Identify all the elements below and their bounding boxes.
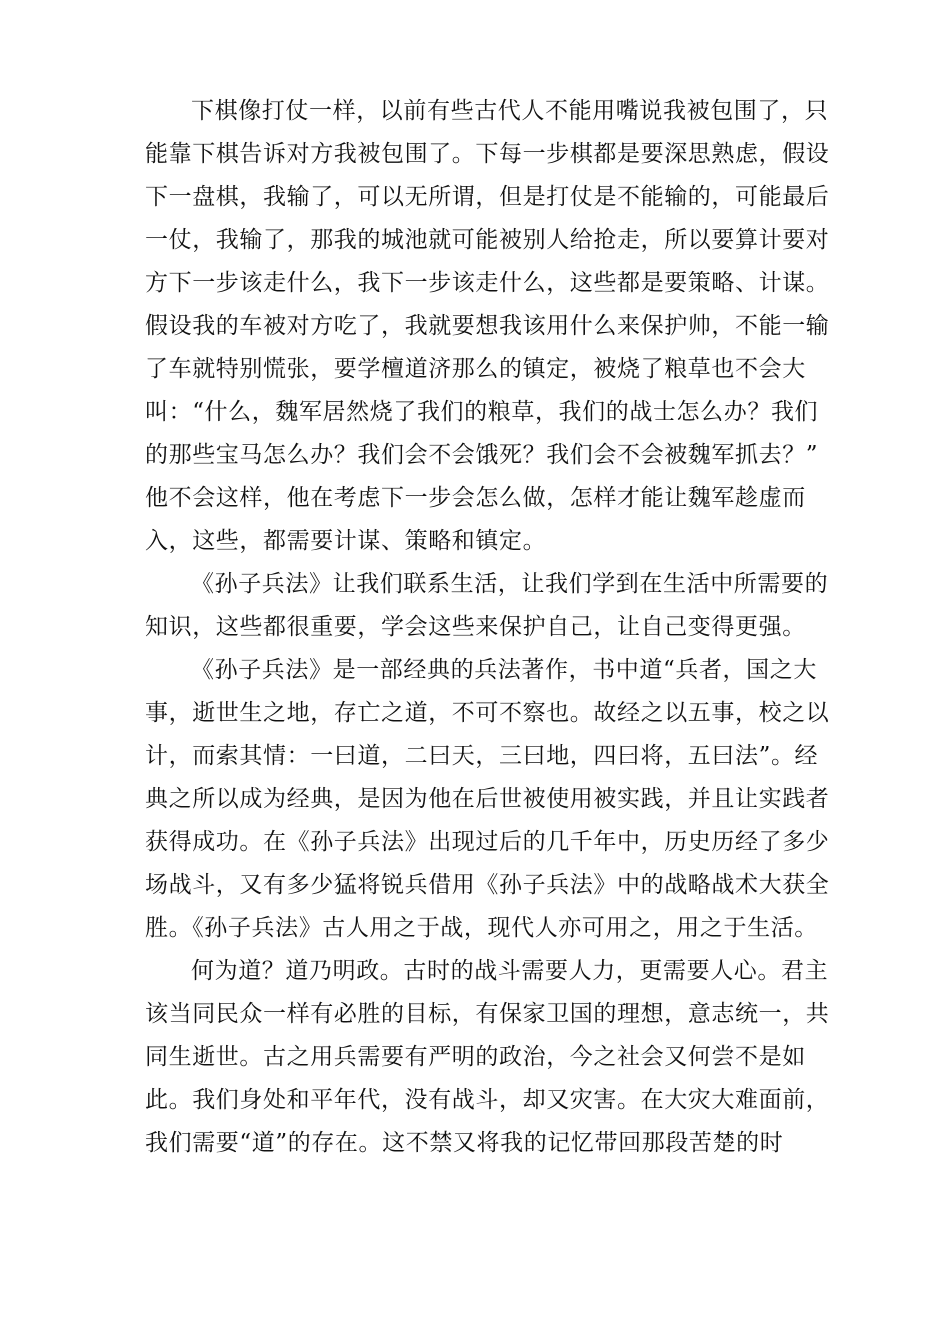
text-line: 胜。《孙子兵法》古人用之于战，现代人亦可用之，用之于生活。 [145, 915, 818, 941]
text-line: 同生逝世。古之用兵需要有严明的政治，今之社会又何尝不是如 [145, 1044, 806, 1070]
text-line: 了车就特别慌张，要学檀道济那么的镇定，被烧了粮草也不会大 [145, 356, 806, 382]
text-line: 典之所以成为经典，是因为他在后世被使用被实践，并且让实践者 [145, 786, 830, 812]
text-line: 我们需要“道”的存在。这不禁又将我的记忆带回那段苦楚的时 [145, 1130, 784, 1156]
text-line: 叫：“什么，魏军居然烧了我们的粮草，我们的战士怎么办？我们 [145, 399, 819, 425]
text-line: 获得成功。在《孙子兵法》出现过后的几千年中，历史历经了多少 [145, 829, 830, 855]
text-line: 事，逝世生之地，存亡之道，不可不察也。故经之以五事，校之以 [145, 700, 830, 726]
text-line: 入，这些，都需要计谋、策略和镇定。 [145, 528, 547, 554]
text-line: 的那些宝马怎么办？我们会不会饿死？我们会不会被魏军抓去？” [145, 442, 819, 468]
document-body [145, 90, 830, 1165]
text-line: 一仗，我输了，那我的城池就可能被别人给抢走，所以要算计要对 [145, 227, 830, 253]
text-line: 该当同民众一样有必胜的目标，有保家卫国的理想，意志统一，共 [145, 1001, 830, 1027]
paragraph-4 [145, 950, 830, 1165]
text-line: 《孙子兵法》是一部经典的兵法著作，书中道“兵者，国之大 [191, 657, 817, 683]
paragraph-1 [145, 90, 830, 563]
paragraph-3 [145, 649, 830, 950]
text-line: 方下一步该走什么，我下一步该走什么，这些都是要策略、计谋。 [145, 270, 830, 296]
text-line: 能靠下棋告诉对方我被包围了。下每一步棋都是要深思熟虑，假设 [145, 141, 830, 167]
text-line: 此。我们身处和平年代，没有战斗，却又灾害。在大灾大难面前， [145, 1087, 830, 1113]
text-line: 何为道？道乃明政。古时的战斗需要人力，更需要人心。君主 [191, 958, 829, 984]
text-line: 计，而索其情：一曰道，二曰天，三曰地，四曰将，五曰法”。经 [145, 743, 819, 769]
text-line: 下一盘棋，我输了，可以无所谓，但是打仗是不能输的，可能最后 [145, 184, 830, 210]
paragraph-2 [145, 563, 829, 649]
text-line: 下棋像打仗一样，以前有些古代人不能用嘴说我被包围了，只 [191, 98, 829, 124]
text-line: 假设我的车被对方吃了，我就要想我该用什么来保护帅，不能一输 [145, 313, 830, 339]
text-line: 知识，这些都很重要，学会这些来保护自己，让自己变得更强。 [145, 614, 806, 640]
text-line: 场战斗，又有多少猛将锐兵借用《孙子兵法》中的战略战术大获全 [145, 872, 830, 898]
text-line: 《孙子兵法》让我们联系生活，让我们学到在生活中所需要的 [191, 571, 829, 597]
text-line: 他不会这样，他在考虑下一步会怎么做，怎样才能让魏军趁虚而 [145, 485, 806, 511]
